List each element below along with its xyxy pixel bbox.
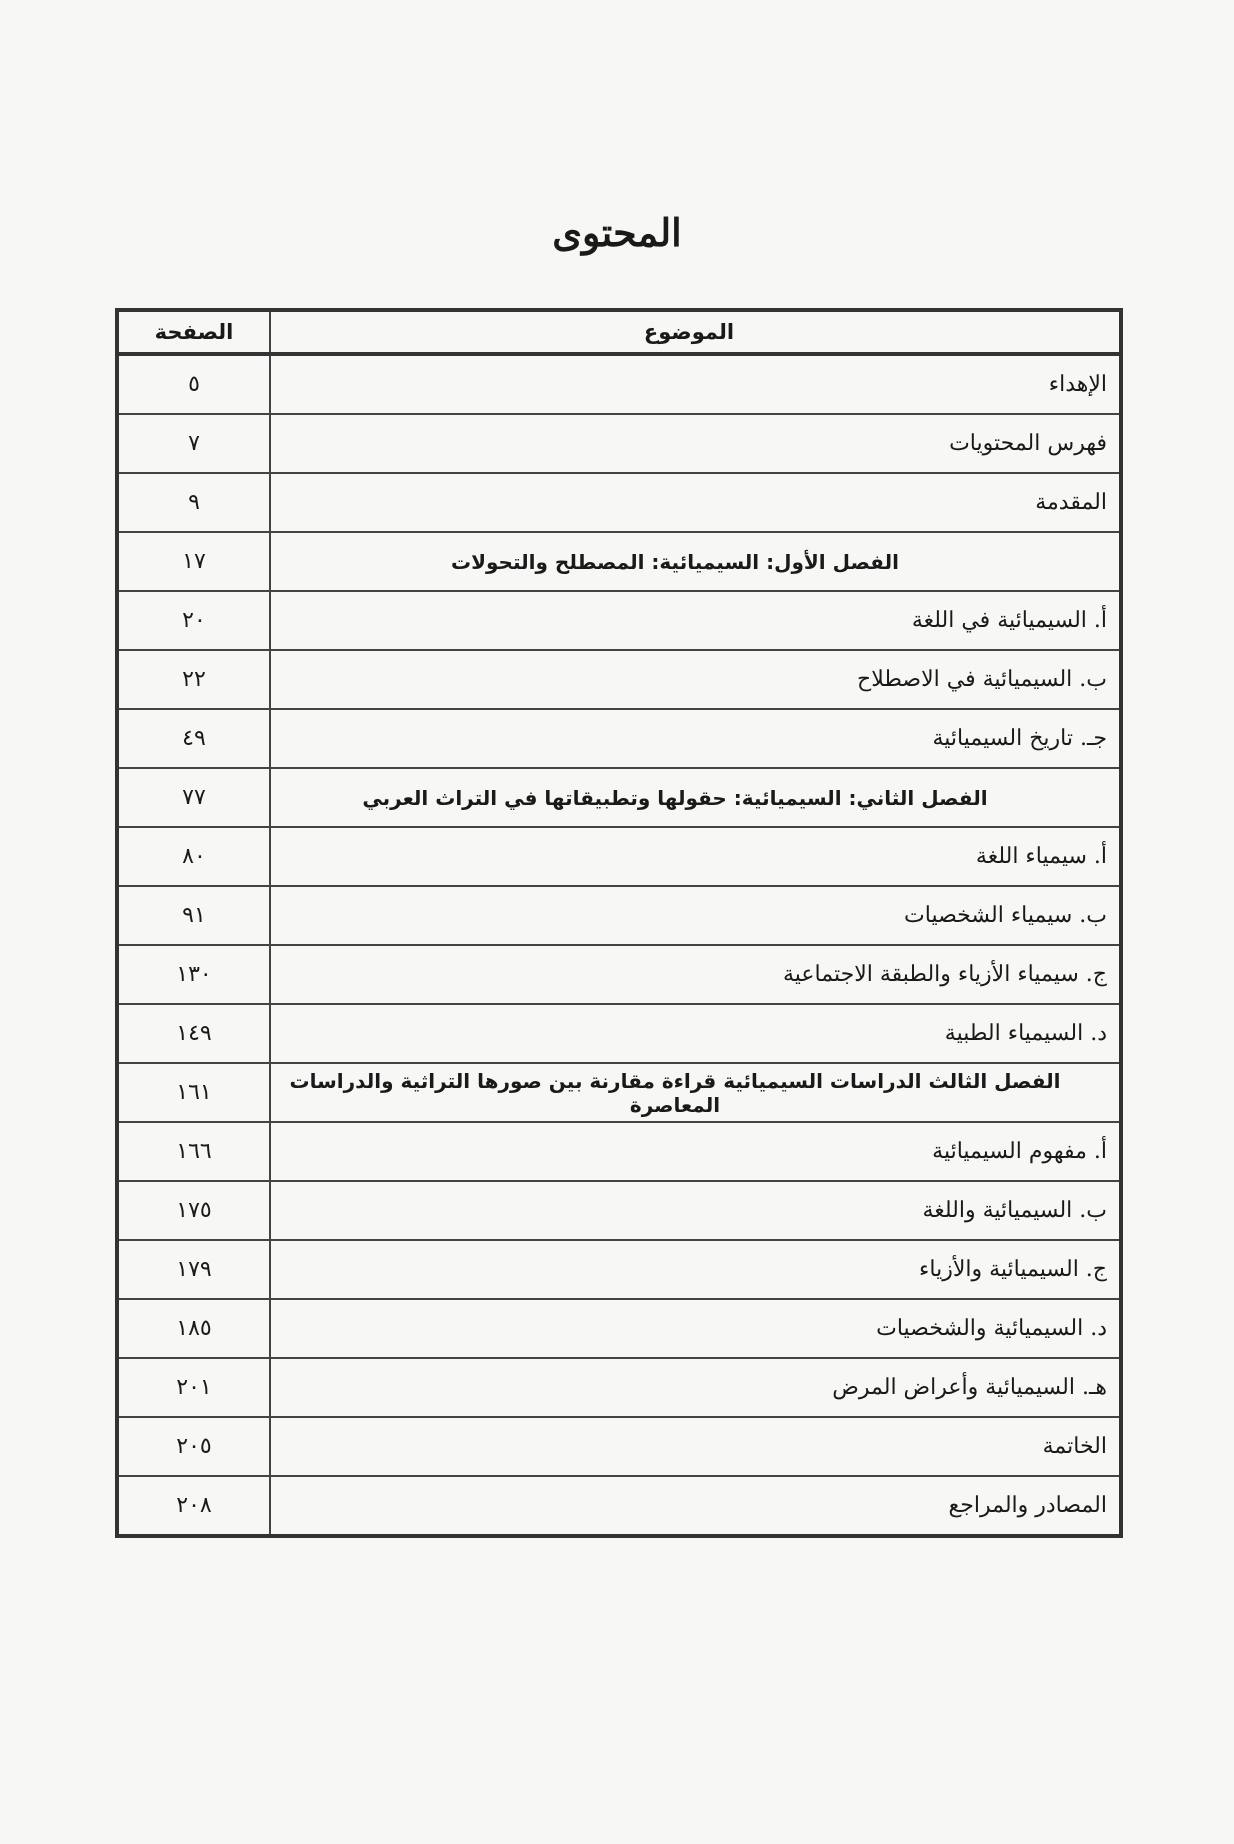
page-number-cell: ٩ [117,473,270,532]
topic-cell: ب. السيميائية واللغة [270,1181,1121,1240]
page-number-cell: ١٣٠ [117,945,270,1004]
page-number-cell: ٢٠ [117,591,270,650]
page-number-cell: ٧ [117,414,270,473]
table-row [117,1122,1121,1181]
topic-cell: أ. سيمياء اللغة [270,827,1121,886]
table-row [117,827,1121,886]
topic-cell: جـ. تاريخ السيميائية [270,709,1121,768]
page-number-cell: ١٧ [117,532,270,591]
table-row [117,886,1121,945]
topic-cell: المصادر والمراجع [270,1476,1121,1536]
table-row [117,650,1121,709]
topic-cell: ب. السيميائية في الاصطلاح [270,650,1121,709]
table-row [117,1476,1121,1536]
page-number-cell: ٢٠٥ [117,1417,270,1476]
topic-cell: الفصل الثاني: السيميائية: حقولها وتطبيقاتها في التراث العربي [270,768,1121,827]
page-number-cell: ١٨٥ [117,1299,270,1358]
table-row [117,1417,1121,1476]
page-number-cell: ٢٢ [117,650,270,709]
chapter-row [117,1063,1121,1122]
table-row [117,354,1121,414]
topic-cell: الفصل الثالث الدراسات السيميائية قراءة مقارنة بين صورها التراثية والدراسات المعاصرة [270,1063,1121,1122]
header-page: الصفحة [117,310,270,354]
page-number-cell: ٨٠ [117,827,270,886]
page-number-cell: ١٦٦ [117,1122,270,1181]
topic-cell: فهرس المحتويات [270,414,1121,473]
topic-cell: د. السيميائية والشخصيات [270,1299,1121,1358]
table-row [117,1299,1121,1358]
table-row [117,1358,1121,1417]
table-row [117,1004,1121,1063]
page-number-cell: ١٦١ [117,1063,270,1122]
page-number-cell: ٢٠١ [117,1358,270,1417]
table-row [117,1240,1121,1299]
topic-cell: ج. السيميائية والأزياء [270,1240,1121,1299]
header-topic: الموضوع [270,310,1121,354]
topic-cell: أ. السيميائية في اللغة [270,591,1121,650]
table-row [117,1181,1121,1240]
page-number-cell: ١٤٩ [117,1004,270,1063]
table-row [117,473,1121,532]
page-number-cell: ٩١ [117,886,270,945]
table-row [117,709,1121,768]
page-number-cell: ٧٧ [117,768,270,827]
table-row [117,945,1121,1004]
table-row [117,591,1121,650]
topic-cell: الإهداء [270,354,1121,414]
page-number-cell: ٥ [117,354,270,414]
page-number-cell: ٤٩ [117,709,270,768]
chapter-row [117,532,1121,591]
contents-table [115,308,1123,1538]
topic-cell: أ. مفهوم السيميائية [270,1122,1121,1181]
topic-cell: الخاتمة [270,1417,1121,1476]
page-number-cell: ٢٠٨ [176,1493,212,1518]
topic-cell: هـ. السيميائية وأعراض المرض [270,1358,1121,1417]
page-title: المحتوى [552,210,682,255]
page-number-cell: ١٧٥ [117,1181,270,1240]
chapter-row [117,768,1121,827]
topic-cell: ج. سيمياء الأزياء والطبقة الاجتماعية [270,945,1121,1004]
table-row [117,414,1121,473]
table-header-row [117,310,1121,354]
topic-cell: ب. سيمياء الشخصيات [270,886,1121,945]
topic-cell: د. السيمياء الطبية [270,1004,1121,1063]
topic-cell: المقدمة [270,473,1121,532]
topic-cell: الفصل الأول: السيميائية: المصطلح والتحولات [270,532,1121,591]
page-number-cell: ١٧٩ [117,1240,270,1299]
